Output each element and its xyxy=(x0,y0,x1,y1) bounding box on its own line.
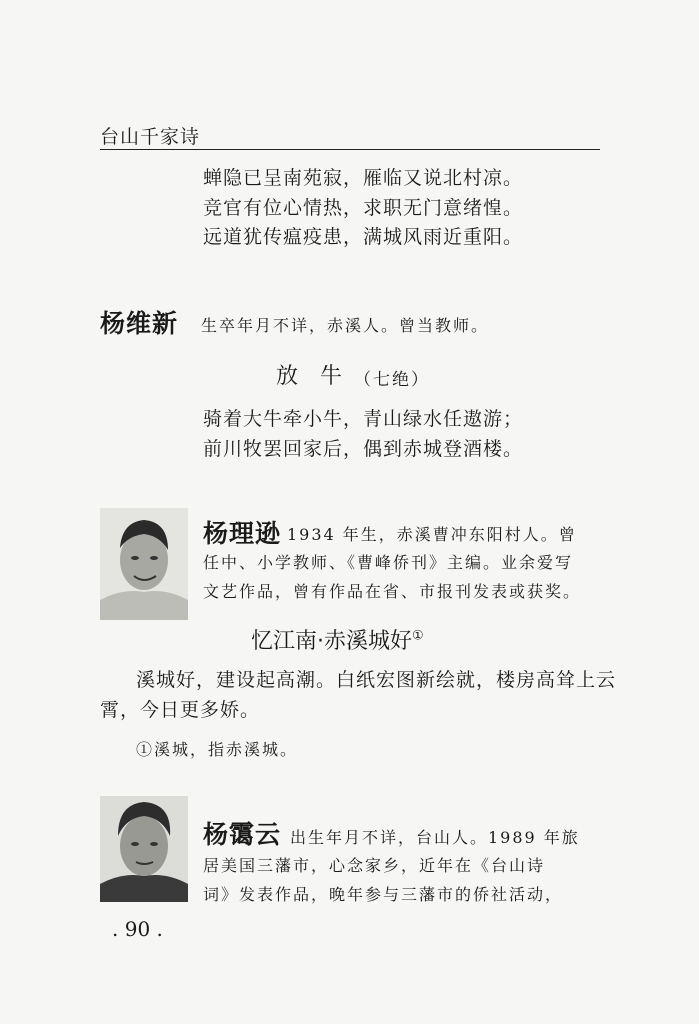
footnote-mark: ① xyxy=(412,628,424,644)
poem-title xyxy=(251,624,424,655)
author-name: 杨霭云 xyxy=(203,820,282,849)
poem-line: 前川牧罢回家后，偶到赤城登酒楼。 xyxy=(203,438,524,460)
poem-line: 骑着大牛牵小牛，青山绿水任遨游； xyxy=(203,408,524,430)
author-bio: 词》发表作品，晚年参与三藩市的侨社活动， xyxy=(203,885,564,904)
poem-line: 竞官有位心情热，求职无门意绪惶。 xyxy=(203,197,524,219)
author-photo xyxy=(100,508,188,620)
poem-title: 放 牛 xyxy=(276,364,343,389)
author-bio: 出生年月不详，台山人。1989 年旅 xyxy=(290,828,580,847)
poem-line: 溪城好，建设起高潮。白纸宏图新绘就，楼房高耸上云 xyxy=(136,669,617,691)
poem-line: 远道犹传瘟疫患，满城风雨近重阳。 xyxy=(203,226,524,248)
author-name: 杨维新 xyxy=(100,309,179,338)
author-name: 杨理逊 xyxy=(203,519,282,548)
author-bio: 生卒年月不详，赤溪人。曾当教师。 xyxy=(201,316,490,335)
running-header: 台山千家诗 xyxy=(100,126,201,148)
author-photo xyxy=(100,796,188,902)
poem-title-text: 忆江南·赤溪城好 xyxy=(251,629,412,654)
poem-form: （七绝） xyxy=(354,370,430,390)
page-number: . 90 . xyxy=(112,917,163,941)
author-bio: 文艺作品，曾有作品在省、市报刊发表或获奖。 xyxy=(203,582,582,601)
poem-line: 蝉隐已呈南苑寂，雁临又说北村凉。 xyxy=(203,167,524,189)
author-bio: 任中、小学教师、《曹峰侨刊》主编。业余爱写 xyxy=(203,553,574,572)
header-rule xyxy=(100,149,600,150)
footnote: ①溪城，指赤溪城。 xyxy=(136,740,299,759)
author-bio: 1934 年生，赤溪曹冲东阳村人。曾 xyxy=(287,525,577,544)
author-bio: 居美国三藩市，心念家乡，近年在《台山诗 xyxy=(203,856,546,875)
poem-line: 霄，今日更多娇。 xyxy=(100,699,261,721)
